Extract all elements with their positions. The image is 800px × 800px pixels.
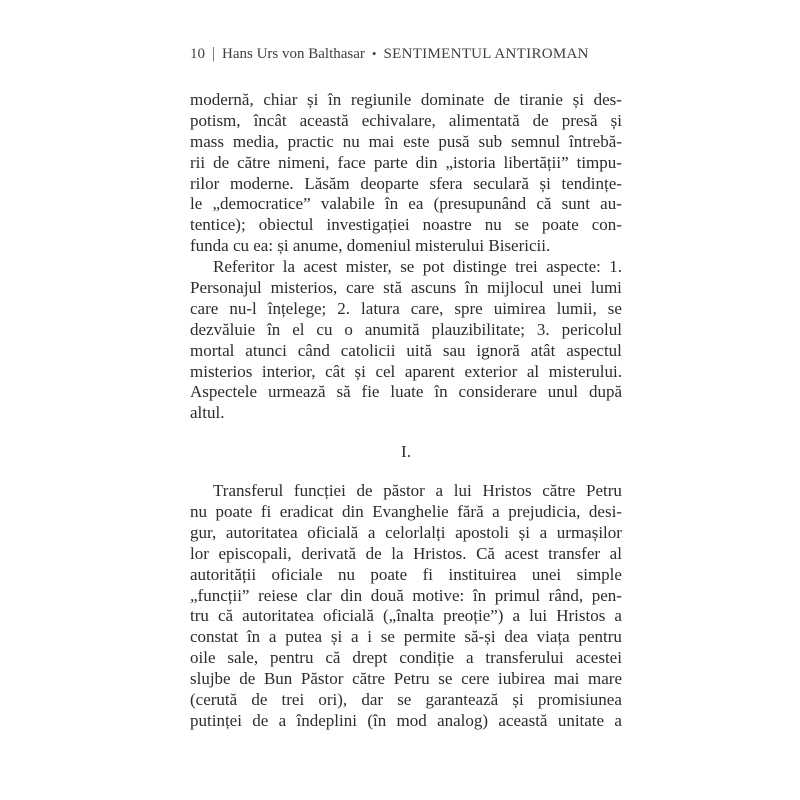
text-line: rii de către nimeni, face parte din „istoria libertății” timpu- [190, 152, 622, 172]
text-line: nu poate fi eradicat din Evanghelie fără a prejudicia, desi- [190, 502, 622, 522]
text-line: Aspectele urmează să fie luate în considerare unul după [190, 382, 622, 402]
text-line: slujbe de Bun Păstor către Petru se cere iubirea mai mare [190, 669, 622, 689]
text-line: altul. [190, 403, 225, 423]
text-line: dezvăluie în el cu o anumită plauzibilitate; 3. pericolul [190, 319, 622, 339]
section-heading: I. [401, 442, 411, 462]
header-separator: | [212, 45, 216, 63]
text-line: le „democratice” valabile în ea (presupunând că sunt au- [190, 194, 622, 214]
paragraph [190, 481, 622, 732]
text-line: mortal atunci când catolicii uită sau ignoră atât aspectul [190, 340, 622, 360]
text-line: constat în a putea și a i se permite să-și dea viața pentru [190, 627, 622, 647]
text-line: autorității oficiale nu poate fi instituirea unei simple [190, 564, 622, 584]
paragraph [190, 90, 622, 257]
text-line: lor episcopali, derivată de la Hristos. Că acest transfer al [190, 543, 622, 563]
page-number: 10 [190, 46, 205, 62]
text-line: Personajul misterios, care stă ascuns în mijlocul unei lumi [190, 278, 622, 298]
text-line: oile sale, pentru că drept condiție a transferului acestei [190, 648, 622, 668]
text-line: modernă, chiar și în regiunile dominate de tiranie și des- [190, 90, 622, 109]
text-line: care nu-l înțelege; 2. latura care, spre uimirea lumii, se [190, 298, 622, 318]
text-line: tentice); obiectul investigației noastre nu se poate con- [190, 215, 622, 235]
header-bullet-icon: • [371, 46, 377, 61]
text-line: tru că autoritatea oficială („înalta preoție”) a lui Hristos a [190, 606, 622, 626]
text-line: Transferul funcției de păstor a lui Hristos către Petru [213, 481, 622, 501]
page-header [190, 45, 622, 63]
text-line: mass media, practic nu mai este pusă sub semnul întrebă- [190, 131, 622, 151]
text-line: (cerută de trei ori), dar se garantează și promisiunea [190, 690, 622, 710]
text-line: putinței de a îndeplini (în mod analog) această unitate a [190, 710, 622, 730]
paragraph [190, 257, 622, 424]
text-line: potism, încât această echivalare, alimentată de presă și [190, 110, 622, 130]
text-line: gur, autoritatea oficială a celorlalți apostoli și a urmașilor [190, 522, 622, 542]
text-line: Referitor la acest mister, se pot distinge trei aspecte: 1. [213, 257, 622, 277]
header-book-title: SENTIMENTUL ANTIROMAN [383, 46, 589, 62]
text-line: misterios interior, cât și cel aparent exterior al misterului. [190, 361, 622, 381]
text-column [190, 90, 622, 732]
header-author: Hans Urs von Balthasar [222, 46, 365, 62]
text-line: rilor moderne. Lăsăm deoparte sfera seculară și tendințe- [190, 173, 622, 193]
text-line: funda cu ea: și anume, domeniul misterului Bisericii. [190, 236, 551, 256]
text-line: „funcții” reiese clar din două motive: în primul rând, pen- [190, 585, 622, 605]
